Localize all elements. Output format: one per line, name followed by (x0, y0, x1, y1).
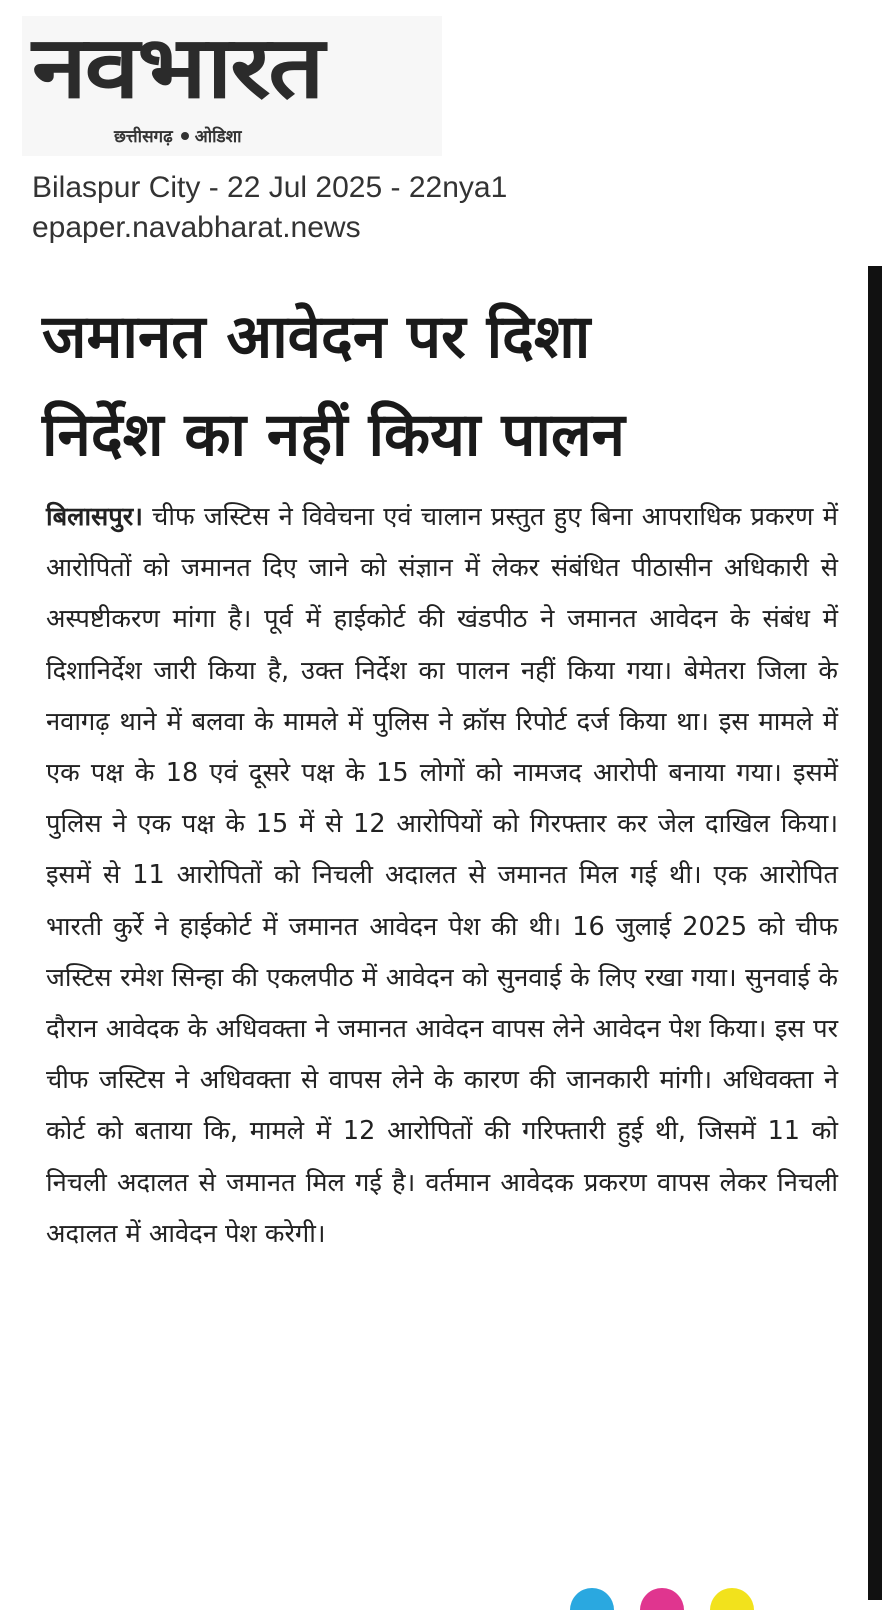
printer-color-marks (570, 1584, 770, 1600)
epaper-meta (32, 168, 507, 248)
magenta-mark (640, 1588, 684, 1610)
headline-line-2: निर्देश का नहीं किया पालन (42, 400, 625, 470)
headline-line-1: जमानत आवेदन पर दिशा (42, 302, 591, 372)
article-body (46, 492, 838, 1260)
edition-line: Bilaspur City - 22 Jul 2025 - 22nya1 (32, 171, 508, 204)
bullet-icon (181, 132, 189, 140)
cyan-mark (570, 1588, 614, 1610)
epaper-url: epaper.navabharat.news (32, 211, 361, 244)
newspaper-logo: नवभारत (32, 18, 323, 118)
article-headline (42, 288, 842, 484)
edition-left: छत्तीसगढ़ (114, 127, 173, 147)
dateline: बिलासपुर। (46, 502, 143, 532)
masthead (22, 16, 442, 156)
column-rule (868, 266, 882, 1600)
edition-right: ओडिशा (194, 127, 242, 147)
edition-tagline (114, 124, 242, 147)
yellow-mark (710, 1588, 754, 1610)
article-text: चीफ जस्टिस ने विवेचना एवं चालान प्रस्तुत हुए बिना आपराधिक प्रकरण में आरोपितों को जमानत दिए जाने को संज्ञान में लेकर संबंधित पीठासीन अधिकारी से अस्पष्टीकरण मांगा है। पूर्व में हाईकोर्ट की खंडपीठ ने जमानत आवेदन के संबंध में दिशानिर्देश जारी किया है, उक्त निर्देश का पालन नहीं किया गया। बेमेतरा जिला के नवागढ़ थाने में बलवा के मामले में पुलिस ने क्रॉस रिपोर्ट दर्ज किया था। इस मामले में एक पक्ष के 18 एवं दूसरे पक्ष के 15 लोगों को नामजद आरोपी बनाया गया। इसमें पुलिस ने एक पक्ष के 15 में से 12 आरोपियों को गिरफ्तार कर जेल दाखिल किया। इसमें से 11 आरोपितों को निचली अदालत से जमानत मिल गई थी। एक आरोपित भारती कुर्रे ने हाईकोर्ट में जमानत आवेदन पेश की थी। 16 जुलाई 2025 को चीफ जस्टिस रमेश सिन्हा की एकलपीठ में आवेदन को सुनवाई के लिए रखा गया। सुनवाई के दौरान आवेदक के अधिवक्ता ने जमानत आवेदन वापस लेने आवेदन पेश किया। इस पर चीफ जस्टिस ने अधिवक्ता से वापस लेने के कारण की जानकारी मांगी। अधिवक्ता ने कोर्ट को बताया कि, मामले में 12 आरोपितों की गरिफ्तारी हुई थी, जिसमें 11 को निचली अदालत से जमानत मिल गई है। वर्तमान आवेदक प्रकरण वापस लेकर निचली अदालत में आवेदन पेश करेगी। (46, 502, 839, 1249)
